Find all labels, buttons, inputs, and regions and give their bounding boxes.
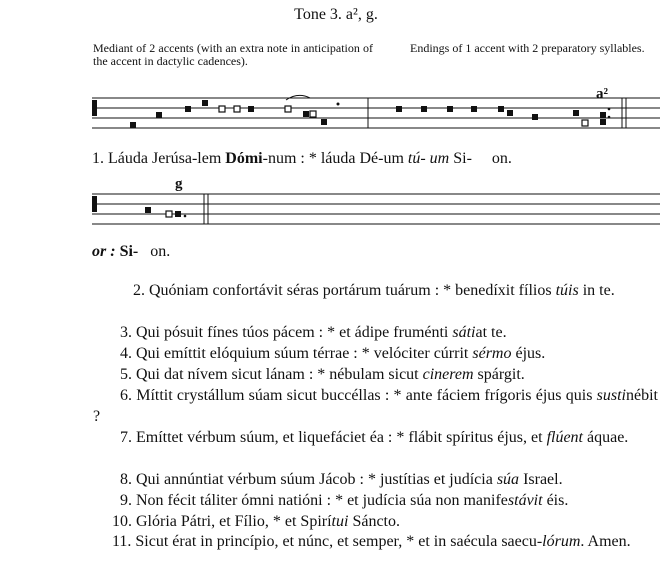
verse-text: 6. Míttit crystállum súam sicut buccéllas : * ante fáciem frígoris éjus quis: [120, 387, 597, 404]
verse-italic: lórum: [542, 533, 581, 550]
example-italic: tú- um: [407, 150, 450, 167]
example-line-1: [92, 150, 512, 168]
verse-text: éis.: [542, 492, 569, 509]
verse-text: in te.: [578, 282, 615, 299]
verse-text: Sáncto.: [348, 513, 400, 530]
ending-label-a2: a²: [596, 86, 608, 102]
verse-text: 5. Qui dat nívem sicut lánam : * nébulam sicut: [120, 366, 423, 383]
verse-6: [93, 385, 658, 427]
verse-italic: túis: [555, 282, 579, 299]
example-accent: Dómi: [225, 150, 263, 167]
verse-text: 3. Qui pósuit fínes túos pácem : * et ádipe fruménti: [120, 324, 453, 341]
verse-8: [93, 469, 658, 490]
verse-italic: tui: [331, 513, 349, 530]
verse-5: [93, 364, 658, 385]
verse-text: 2. Quóniam confortávit séras portárum tuárum : * benedíxit fílios: [133, 282, 556, 299]
verse-3: [93, 322, 658, 343]
clef: [92, 196, 97, 212]
verse-text: éjus.: [511, 345, 546, 362]
clef: [92, 100, 97, 116]
verse-text: 11. Sicut érat in princípio, et núnc, et semper, * et in saécula saecu-: [112, 533, 543, 550]
example-or: or :: [92, 243, 116, 260]
verse-italic: stávit: [507, 492, 543, 509]
verse-text: nébit ?: [93, 387, 658, 425]
example-text: on.: [150, 243, 171, 260]
verse-text: áquae.: [583, 429, 629, 446]
verse-text: at te.: [475, 324, 507, 341]
page-title: Tone 3. a², g.: [294, 6, 378, 23]
verse-2: [93, 280, 658, 301]
verse-text: 10. Glória Pátri, et Fílio, * et Spirí: [112, 513, 332, 530]
example-text: on.: [491, 150, 512, 167]
verse-italic: súa: [496, 471, 520, 488]
verse-italic: sérmo: [472, 345, 512, 362]
verse-7: [93, 427, 658, 448]
example-text: -num : * láuda Dé-um: [262, 150, 408, 167]
verse-11: [93, 532, 658, 551]
chant-staff-1: [88, 82, 662, 146]
verse-9: [93, 490, 658, 511]
verse-italic: sáti: [452, 324, 476, 341]
example-accent: Si-: [115, 243, 139, 260]
verse-text: 7. Emíttet vérbum súum, et liquefáciet éa : * flábit spíritus éjus, et: [120, 429, 547, 446]
verse-italic: cinerem: [422, 366, 474, 383]
verse-text: 8. Qui annúntiat vérbum súum Jácob : * justítias et judícia: [120, 471, 497, 488]
example-text: Si-: [449, 150, 472, 167]
verse-italic: susti: [596, 387, 626, 404]
verse-italic: flúent: [546, 429, 583, 446]
mediant-note: Mediant of 2 accents (with an extra note in anticipation of the accent in dactylic cadences).: [93, 41, 373, 68]
verse-text: . Amen.: [580, 533, 631, 550]
verse-10: [93, 511, 658, 532]
example-line-2: [92, 243, 170, 261]
verse-text: spárgit.: [473, 366, 525, 383]
verse-text: Israel.: [519, 471, 563, 488]
endings-note: Endings of 1 accent with 2 preparatory syllables.: [410, 41, 645, 55]
verse-4: [93, 343, 658, 364]
verse-text: 9. Non fécit táliter ómni natióni : * et judícia súa non manife: [120, 492, 508, 509]
ending-label-g: g: [175, 176, 183, 192]
chant-staff-2: [88, 186, 662, 234]
example-text: 1. Láuda Jerúsa-lem: [92, 150, 226, 167]
verse-text: 4. Qui emíttit elóquium súum térrae : * velóciter cúrrit: [120, 345, 473, 362]
